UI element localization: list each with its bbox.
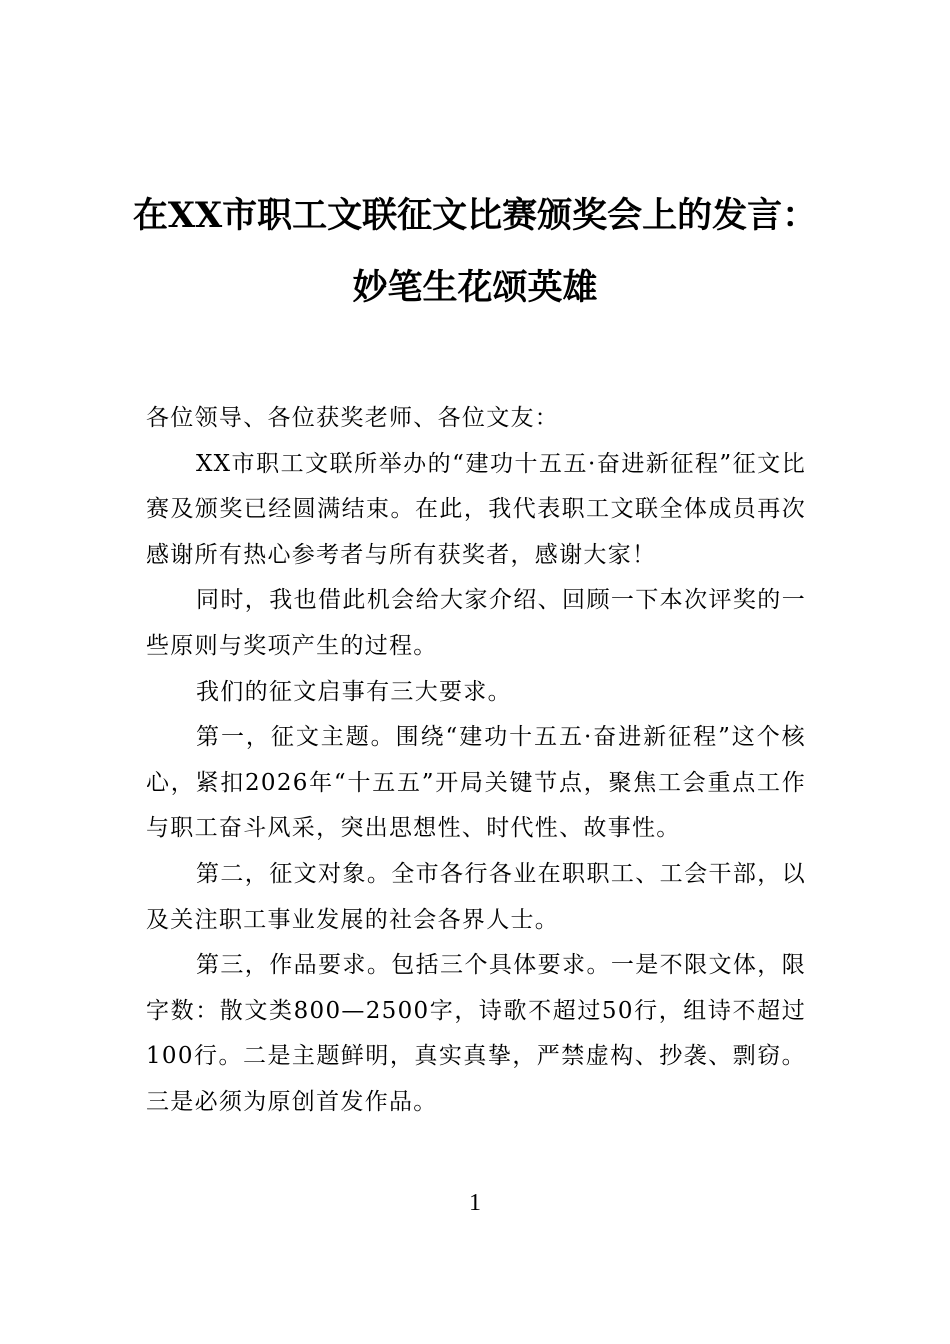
paragraph-1: XX市职工文联所举办的“建功十五五·奋进新征程”征文比赛及颁奖已经圆满结束。在此，我代表职工文联全体成员再次感谢所有热心参考者与所有获奖者，感谢大家！ (146, 450, 806, 568)
paragraph-4: 第一，征文主题。围绕“建功十五五·奋进新征程”这个核心，紧扣2026年“十五五”开局关键节点，聚焦工会重点工作与职工奋斗风采，突出思想性、时代性、故事性。 (146, 724, 806, 842)
page-number: 1 (469, 1190, 481, 1216)
salutation: 各位领导、各位获奖老师、各位文友： (146, 405, 560, 431)
document-title-line-2: 妙笔生花颂英雄 (352, 267, 598, 308)
document-title-line-1: 在XX市职工文联征文比赛颁奖会上的发言： (132, 195, 818, 236)
paragraph-2: 同时，我也借此机会给大家介绍、回顾一下本次评奖的一些原则与奖项产生的过程。 (146, 587, 806, 659)
paragraph-6: 第三，作品要求。包括三个具体要求。一是不限文体，限字数：散文类800—2500字，诗歌不超过50行，组诗不超过100行。二是主题鲜明，真实真挚，严禁虚构、抄袭、剽窃。三是必须为原创首发作品。 (146, 952, 806, 1115)
document-body (146, 396, 806, 1126)
paragraph-3: 我们的征文启事有三大要求。 (196, 678, 512, 705)
paragraph-5: 第二，征文对象。全市各行各业在职职工、工会干部，以及关注职工事业发展的社会各界人士。 (146, 860, 806, 933)
